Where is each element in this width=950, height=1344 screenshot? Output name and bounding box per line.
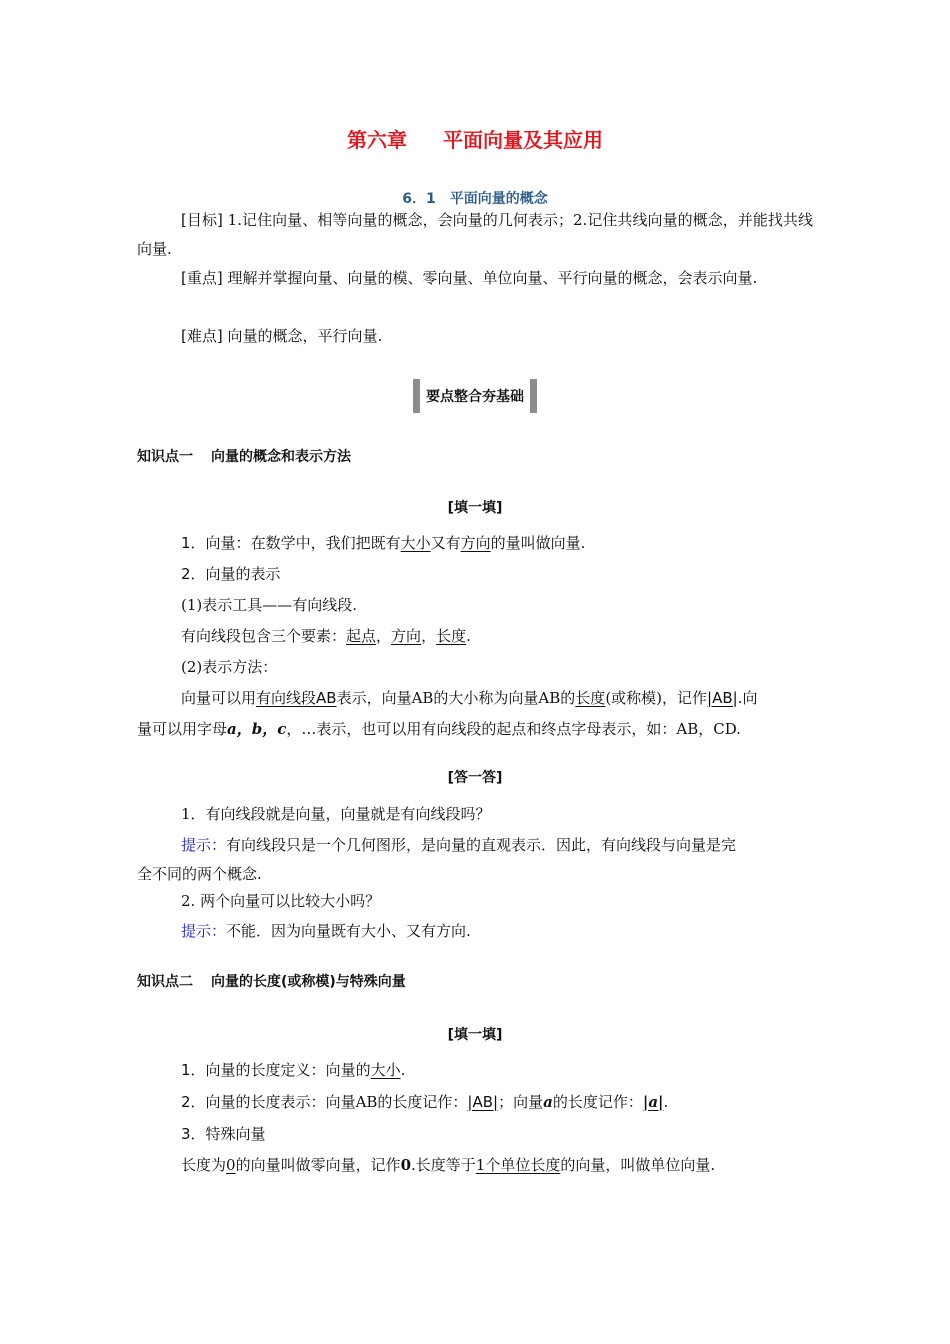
goals-key bbox=[137, 264, 813, 293]
chapter-number: 第六章 bbox=[347, 128, 407, 152]
goals-difficult bbox=[137, 322, 813, 351]
target-tag: [目标] bbox=[181, 211, 223, 229]
kp2-item3-num: 3． bbox=[181, 1125, 206, 1143]
kp2-item1 bbox=[181, 1059, 405, 1080]
blank-answer: 0 bbox=[226, 1156, 236, 1174]
banner-text: 要点整合夯基础 bbox=[426, 389, 524, 405]
kp1-heading-text: 向量的概念和表示方法 bbox=[211, 449, 351, 465]
rep-text-a: 向量可以用 bbox=[181, 689, 257, 707]
section-number: 6．1 bbox=[402, 191, 436, 207]
kp2-item2-text-c: 的长度记作： bbox=[552, 1093, 643, 1111]
section-banner bbox=[0, 378, 950, 414]
answer2-text: 不能．因为向量既有大小、又有方向. bbox=[226, 922, 471, 940]
kp1-sub2: (2)表示方法： bbox=[181, 658, 278, 676]
qa1-question2: 2. 两个向量可以比较大小吗？ bbox=[181, 892, 381, 910]
kp1-item2 bbox=[181, 563, 281, 584]
special-text-c: .长度等于 bbox=[411, 1156, 476, 1174]
key-tag: [重点] bbox=[181, 269, 223, 287]
chapter-title bbox=[0, 124, 950, 153]
section-title bbox=[0, 188, 950, 208]
period: . bbox=[466, 627, 471, 645]
kp1-representation-cont bbox=[137, 718, 741, 739]
hint-label: 提示： bbox=[181, 922, 227, 940]
blank-answer: 方向 bbox=[460, 534, 491, 552]
key-text: 理解并掌握向量、向量的模、零向量、单位向量、平行向量的概念，会表示向量. bbox=[227, 269, 758, 287]
kp2-item1-label: 向量的长度定义： bbox=[205, 1061, 326, 1079]
qa1-answer1 bbox=[137, 831, 813, 889]
blank-answer: 方向 bbox=[391, 627, 422, 645]
qa1-question1: 1．有向线段就是向量，向量就是有向线段吗？ bbox=[181, 805, 491, 823]
blank-answer: 有向线段AB bbox=[256, 689, 337, 707]
qa1-title: [答一答] bbox=[447, 770, 503, 786]
kp1-item1-num: 1． bbox=[181, 534, 206, 552]
answer1-line1: 有向线段只是一个几何图形，是向量的直观表示．因此，有向线段与向量是完 bbox=[226, 836, 737, 854]
section-name: 平面向量的概念 bbox=[449, 191, 548, 207]
blank-answer: 1个单位长度 bbox=[475, 1156, 561, 1174]
special-text-b: 的向量叫做零向量，记作 bbox=[235, 1156, 401, 1174]
special-text-a: 长度为 bbox=[181, 1156, 227, 1174]
separator: ， bbox=[421, 627, 437, 645]
kp2-item2-text-a: 向量AB的长度记作： bbox=[325, 1093, 468, 1111]
kp2-item1-text: 向量的 bbox=[325, 1061, 371, 1079]
zero-vector-symbol: 0 bbox=[400, 1156, 412, 1174]
rep2-text-b: ，…表示，也可以用有向线段的起点和终点字母表示，如：AB，CD. bbox=[286, 720, 741, 738]
answer1-line2: 全不同的两个概念. bbox=[137, 865, 262, 883]
kp2-fill-title: [填一填] bbox=[447, 1027, 503, 1043]
blank-answer: |AB| bbox=[707, 689, 738, 707]
target-text: 1.记住向量、相等向量的概念，会向量的几何表示；2.记住共线向量的概念，并能找共线向量. bbox=[137, 211, 813, 258]
kp1-sub1: (1)表示工具——有向线段. bbox=[181, 596, 358, 614]
kp2-item3-detail bbox=[181, 1154, 715, 1175]
rep-text-d: .向 bbox=[737, 689, 758, 707]
kp2-heading-num: 知识点二 bbox=[137, 974, 193, 990]
rep-text-c: (或称模)，记作 bbox=[605, 689, 708, 707]
blank-answer: 长度 bbox=[575, 689, 606, 707]
kp1-heading bbox=[137, 446, 351, 466]
kp2-item2-num: 2． bbox=[181, 1093, 206, 1111]
kp2-heading-text: 向量的长度(或称模)与特殊向量 bbox=[211, 974, 406, 990]
hint-label: 提示： bbox=[181, 836, 227, 854]
blank-answer: |a| bbox=[642, 1093, 664, 1111]
kp2-item3-label: 特殊向量 bbox=[205, 1125, 266, 1143]
kp2-heading bbox=[137, 971, 406, 991]
kp2-item3 bbox=[181, 1123, 266, 1144]
special-text-d: 的向量，叫做单位向量. bbox=[560, 1156, 716, 1174]
period: . bbox=[663, 1093, 669, 1111]
kp1-fill-title: [填一填] bbox=[447, 500, 503, 516]
period: . bbox=[400, 1061, 406, 1079]
kp2-item2 bbox=[181, 1091, 668, 1112]
kp2-item1-num: 1． bbox=[181, 1061, 206, 1079]
blank-answer: 起点 bbox=[346, 627, 377, 645]
kp1-item1-text-b: 又有 bbox=[430, 534, 461, 552]
kp1-item1 bbox=[181, 532, 585, 553]
goals-target bbox=[137, 206, 813, 264]
elements-text: 有向线段包含三个要素： bbox=[181, 627, 347, 645]
banner-bar-left bbox=[413, 379, 420, 413]
banner-bar-right bbox=[530, 379, 537, 413]
kp1-representation bbox=[181, 687, 757, 708]
difficult-text: 向量的概念，平行向量. bbox=[227, 327, 383, 345]
kp2-item2-label: 向量的长度表示： bbox=[205, 1093, 326, 1111]
kp1-item1-text-c: 的量叫做向量. bbox=[490, 534, 586, 552]
kp1-item2-num: 2． bbox=[181, 565, 206, 583]
rep-text-b: 表示，向量AB的大小称为向量AB的 bbox=[336, 689, 576, 707]
kp1-heading-num: 知识点一 bbox=[137, 449, 193, 465]
kp2-item2-text-b: ；向量 bbox=[498, 1093, 544, 1111]
kp1-item1-text-a: 在数学中，我们把既有 bbox=[250, 534, 401, 552]
kp1-item2-label: 向量的表示 bbox=[205, 565, 281, 583]
difficult-tag: [难点] bbox=[181, 327, 223, 345]
blank-answer: |AB| bbox=[467, 1093, 499, 1111]
vector-letter: a bbox=[543, 1093, 553, 1111]
rep2-text-a: 量可以用字母 bbox=[137, 720, 228, 738]
blank-answer: 长度 bbox=[436, 627, 467, 645]
blank-answer: 大小 bbox=[370, 1061, 401, 1079]
vector-letters: a，b，c bbox=[227, 720, 287, 738]
chapter-name: 平面向量及其应用 bbox=[443, 128, 603, 152]
kp1-sub1-elements bbox=[181, 625, 471, 646]
kp1-item1-label: 向量： bbox=[205, 534, 251, 552]
separator: ， bbox=[376, 627, 392, 645]
qa1-answer2 bbox=[181, 920, 471, 941]
blank-answer: 大小 bbox=[400, 534, 431, 552]
